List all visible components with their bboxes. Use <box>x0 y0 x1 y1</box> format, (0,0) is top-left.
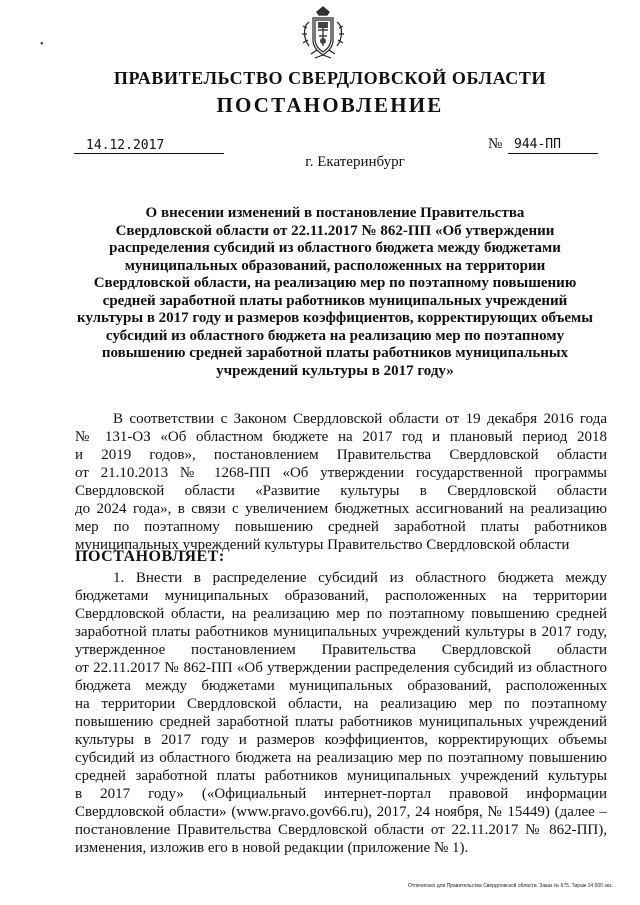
paragraph-line: 1. Внести в распределение субсидий из областного бюджета между <box>113 570 607 586</box>
paragraph-line: от 22.11.2017 № 862-ПП «Об утверждении распределения субсидий из областного <box>75 660 607 676</box>
document-date: 14.12.2017 <box>74 138 224 154</box>
heading-line: распределения субсидий из областного бюджета между бюджетами <box>109 240 561 256</box>
heading-line: Свердловской области от 22.11.2017 № 862-ПП «Об утверждении <box>115 222 555 239</box>
document-number: 944-ПП <box>508 136 598 154</box>
heading-line: средней заработной платы работников муниципальных учреждений <box>102 292 568 309</box>
paragraph-line: и 2019 годов», постановлением Правительства Свердловской области <box>75 447 607 463</box>
item-1-paragraph <box>75 569 607 857</box>
government-title: ПРАВИТЕЛЬСТВО СВЕРДЛОВСКОЙ ОБЛАСТИ <box>113 68 547 88</box>
document-heading <box>60 205 610 380</box>
paragraph-line: Свердловской области, на реализацию мер по поэтапному повышению средней <box>75 606 607 622</box>
paragraph-line: № 131-ОЗ «Об областном бюджете на 2017 год и плановый период 2018 <box>75 429 607 445</box>
coat-of-arms-icon <box>301 6 345 64</box>
paragraph-line: заработной платы работников муниципальных учреждений культуры в 2017 году, <box>75 624 607 640</box>
paragraph-line: В соответствии с Законом Свердловской области от 19 декабря 2016 года <box>113 411 607 427</box>
heading-line: субсидий из областного бюджета на реализацию мер по поэтапному <box>105 327 565 344</box>
paragraph-line: бюджета между бюджетами муниципальных образований, расположенных <box>75 678 607 694</box>
paragraph-line: средней заработной платы работников муниципальных учреждений культуры <box>75 768 607 784</box>
paragraph-line: муниципальных учреждений культуры Правительство Свердловской области <box>75 537 570 553</box>
paragraph-line: на территории Свердловской области, на реализацию мер по поэтапному <box>75 696 607 712</box>
city: г. Екатеринбург <box>305 154 405 170</box>
paragraph-line: до 2024 года», в связи с увеличением бюджетных ассигнований на реализацию <box>75 501 607 517</box>
heading-line: муниципальных образований, расположенных на территории <box>124 257 546 274</box>
paragraph-line: Свердловской области «Развитие культуры в Свердловской области <box>75 483 607 499</box>
heading-line: повышению средней заработной платы работников муниципальных <box>101 345 569 361</box>
heading-line: Свердловской области, на реализацию мер по поэтапному повышению <box>93 275 577 291</box>
print-footer-note: Отпечатано для Правительства Свердловской области. Заказ № 675. Тираж 14 000 экз. <box>408 883 613 889</box>
paragraph-line: мер по поэтапному повышению средней заработной платы работников <box>75 519 607 535</box>
resolves-heading: ПОСТАНОВЛЯЕТ: <box>75 548 225 565</box>
paragraph-line: бюджетами муниципальных образований, расположенных на территории <box>75 588 607 604</box>
paragraph-line: изменения, изложив его в новой редакции (приложение № 1). <box>75 840 469 856</box>
paragraph-line: Свердловской области» (www.pravo.gov66.ru), 2017, 24 ноября, № 15449) (далее – <box>75 804 607 820</box>
paragraph-line: в 2017 году» («Официальный интернет-портал правовой информации <box>75 786 607 802</box>
paragraph-line: от 21.10.2013 № 1268-ПП «Об утверждении государственной программы <box>75 465 607 481</box>
paragraph-line: повышению средней заработной платы работников муниципальных учреждений <box>75 714 607 730</box>
heading-line: учреждений культуры в 2017 году» <box>216 362 454 379</box>
document-number-block <box>478 136 598 154</box>
stray-mark: • <box>40 39 44 50</box>
number-sign: № <box>488 136 503 152</box>
paragraph-line: постановление Правительства Свердловской области от 22.11.2017 № 862-ПП), <box>75 822 607 838</box>
paragraph-line: культуры в 2017 году и размеров коэффициентов, корректирующих объемы <box>75 732 607 748</box>
heading-line: О внесении изменений в постановление Правительства <box>145 205 525 221</box>
paragraph-line: утвержденное постановлением Правительства Свердловской области <box>75 642 607 658</box>
heading-line: культуры в 2017 году и размеров коэффициентов, корректирующих объемы <box>77 310 593 326</box>
document-type: ПОСТАНОВЛЕНИЕ <box>216 93 444 117</box>
paragraph-line: субсидий из областного бюджета на реализацию мер по поэтапному повышению <box>75 750 607 766</box>
preamble-paragraph <box>75 410 607 554</box>
